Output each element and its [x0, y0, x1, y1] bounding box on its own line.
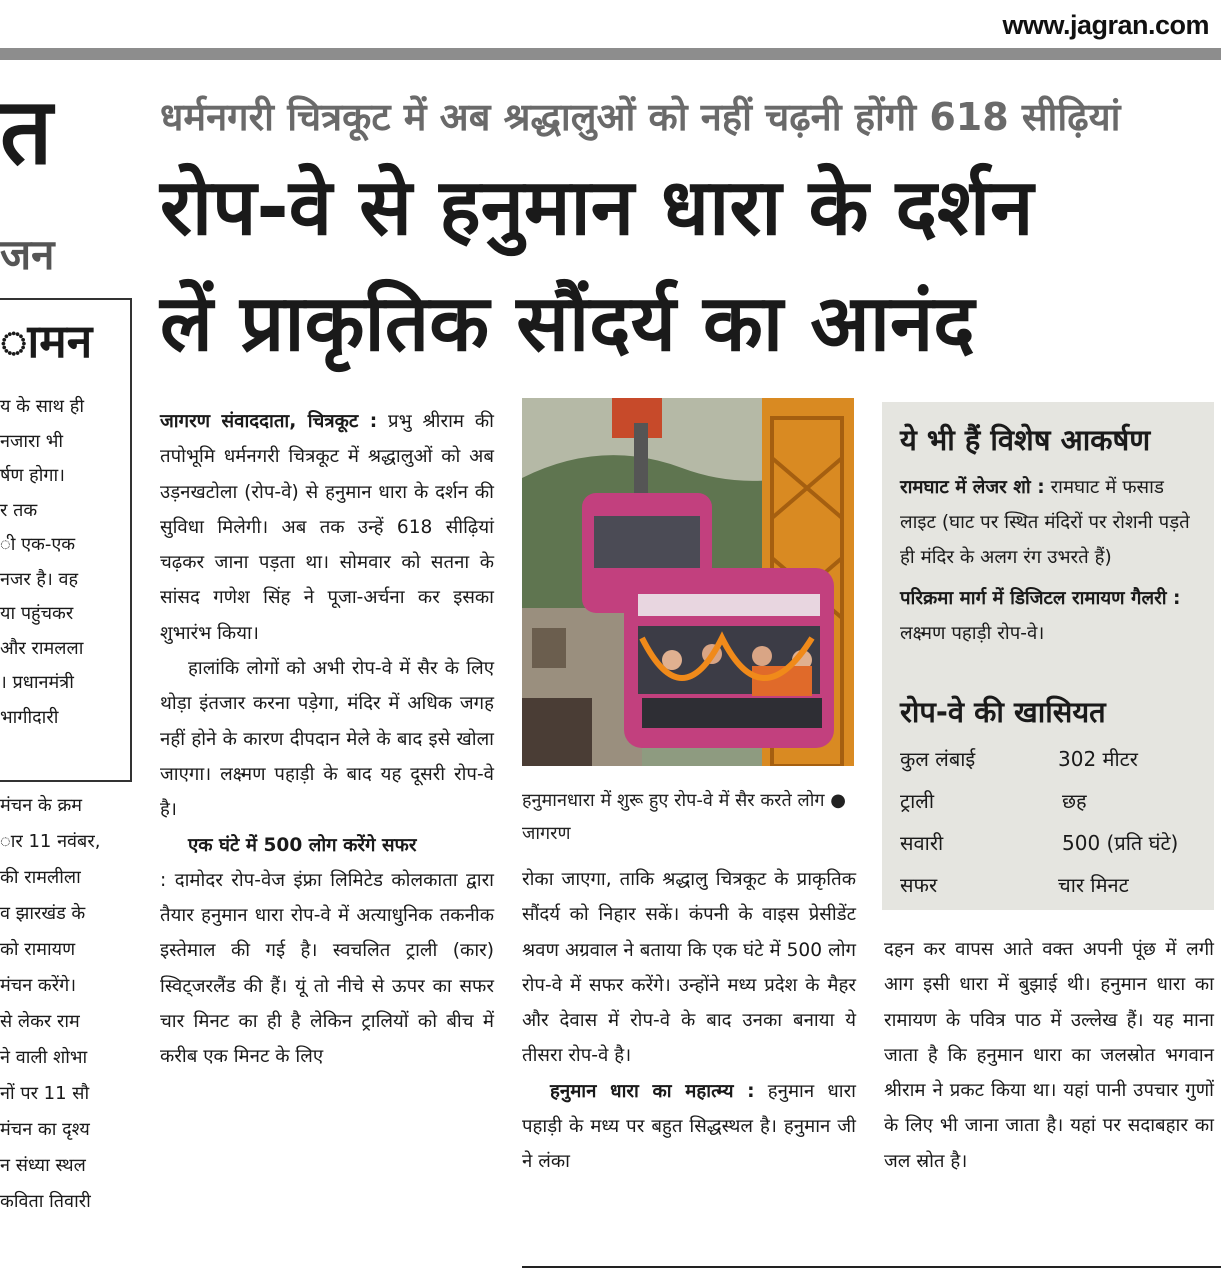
spec-value: 500 (प्रति घंटे)	[1062, 831, 1179, 855]
subhead-500-people: एक घंटे में 500 लोग करेंगे सफर	[188, 834, 417, 856]
spec-label: ट्राली	[900, 789, 934, 813]
highlights-text: रामघाट में लेजर शो : रामघाट में फसाड लाइट (घाट पर स्थित मंदिरों पर रोशनी पड़ते ही मंदिर के अलग रंग उभरते हैं) परिक्रमा मार्ग में डिजिटल रामायण गैलरी : लक्ष्मण पहाड़ी रोप-वे।	[900, 477, 1190, 644]
article-column-1: जागरण संवाददाता, चित्रकूट : प्रभु श्रीराम की तपोभूमि धर्मनगरी चित्रकूट में श्रद्धालुओं को अब उड़नखटोला (रोप-वे) से हनुमान धारा के दर्शन की सुविधा मिलेगी। अब तक उन्हें 618 सीढ़ियां चढ़कर जाना पड़ता था। सोमवार को सतना के सांसद गणेश सिंह ने पूजा-अर्चना कर इसका शुभारंभ किया। हालांकि लोगों को अभी रोप-वे में सैर के लिए थोड़ा इंतजार करना पड़ेगा, मंदिर में अधिक जगह नहीं होने के कारण दीपदान मेले के बाद इसे खोला जाएगा। लक्ष्मण पहाड़ी के बाद यह दूसरी रोप-वे है। एक घंटे में 500 लोग करेंगे सफर : दामोदर रोप-वेज इंफ्रा लिमिटेड कोलकाता द्वारा तैयार हनुमान धारा रोप-वे में अत्याधुनिक तकनीक इस्तेमाल की गई है। स्वचलित ट्राली (कार) स्विट्जरलैंड की हैं। यूं तो नीचे से ऊपर का सफर चार मिनट का ही है लेकिन ट्रालियों को बीच में करीब एक मिनट के लिए	[160, 404, 494, 1075]
left-headline-fragment: त	[0, 78, 53, 185]
highlight-2-label: परिक्रमा मार्ग में डिजिटल रामायण गैलरी :	[900, 588, 1181, 609]
article-column-3	[884, 932, 1214, 1179]
spec-label: कुल लंबाई	[900, 747, 976, 771]
left-column-text: मंचन के क्रम ार 11 नवंबर, की रामलीला व झारखंड के को रामायण मंचन करेंगे। से लेकर राम ने वाली शोभा नों पर 11 सौ मंचन का दृश्य न संध्या स्थल कविता तिवारी	[0, 795, 101, 1212]
article-kicker: धर्मनगरी चित्रकूट में अब श्रद्धालुओं को नहीं चढ़नी होंगी 618 सीढ़ियां	[160, 95, 1121, 139]
photo-caption: हनुमानधारा में शुरू हुए रोप-वे में सैर करते लोग ● जागरण	[522, 790, 846, 844]
article-headline	[160, 150, 1033, 382]
site-url[interactable]: www.jagran.com	[1002, 10, 1209, 40]
spec-label: सफर	[900, 873, 938, 897]
ropeway-specs-title: रोप-वे की खासियत	[900, 695, 1106, 729]
paragraph: : दामोदर रोप-वेज इंफ्रा लिमिटेड कोलकाता द्वारा तैयार हनुमान धारा रोप-वे में अत्याधुनिक तकनीक इस्तेमाल की गई है। स्वचलित ट्राली (कार) स्विट्जरलैंड की हैं। यूं तो नीचे से ऊपर का सफर चार मिनट का ही है लेकिन ट्रालियों को बीच में करीब एक मिनट के लिए	[160, 869, 494, 1068]
top-rule	[0, 48, 1221, 60]
spec-value: छह	[1062, 789, 1087, 813]
paragraph: रोका जाएगा, ताकि श्रद्धालु चित्रकूट के प्राकृतिक सौंदर्य को निहार सकें। कंपनी के वाइस प्रेसीडेंट श्रवण अग्रवाल ने बताया कि एक घंटे में 500 लोग रोप-वे में सफर करेंगे। उन्होंने मध्य प्रदेश के मैहर और देवास में रोप-वे के बाद उनका बनाया ये तीसरा रोप-वे है।	[522, 869, 856, 1067]
spec-label: सवारी	[900, 831, 944, 855]
headline-line-1: रोप-वे से हनुमान धारा के दर्शन	[160, 163, 1034, 253]
article-column-2: रोका जाएगा, ताकि श्रद्धालु चित्रकूट के प्राकृतिक सौंदर्य को निहार सकें। कंपनी के वाइस प्रेसीडेंट श्रवण अग्रवाल ने बताया कि एक घंटे में 500 लोग रोप-वे में सफर करेंगे। उन्होंने मध्य प्रदेश के मैहर और देवास में रोप-वे के बाद उनका बनाया ये तीसरा रोप-वे है। हनुमान धारा का महात्म्य : हनुमान धारा पहाड़ी के मध्य पर बहुत सिद्धस्थल है। हनुमान जी ने लंका	[522, 862, 856, 1180]
highlight-1-label: रामघाट में लेजर शो :	[900, 477, 1045, 498]
paragraph: दहन कर वापस आते वक्त अपनी पूंछ में लगी आग इसी धारा में बुझाई थी। हनुमान धारा का रामायण के पवित्र पाठ में उल्लेख हैं। यह माना जाता है कि हनुमान धारा का जलस्रोत भगवान श्रीराम ने प्रकट किया था। यहां पानी उपचार गुणों के लिए भी जाना जाता है। यहां पर सदाबहार का जल स्रोत है।	[884, 939, 1214, 1172]
left-box-title: ामन	[0, 314, 93, 368]
spec-value: चार मिनट	[1058, 873, 1129, 897]
ropeway-photo-art	[522, 398, 854, 766]
byline: जागरण संवाददाता, चित्रकूट :	[160, 411, 378, 432]
highlights-title: ये भी हैं विशेष आकर्षण	[900, 423, 1151, 457]
left-box-text: य के साथ ही नजारा भी र्षण होगा। र तक ी एक-एक नजर है। वह या पहुंचकर और रामलला । प्रधानमंत्री भागीदारी	[0, 396, 84, 728]
subhead-hanuman-dhara: हनुमान धारा का महात्म्य :	[550, 1080, 755, 1102]
paragraph: हालांकि लोगों को अभी रोप-वे में सैर के लिए थोड़ा इंतजार करना पड़ेगा, मंदिर में अधिक जगह नहीं होने के कारण दीपदान मेले के बाद इसे खोला जाएगा। लक्ष्मण पहाड़ी के बाद यह दूसरी रोप-वे है।	[160, 658, 494, 821]
ropeway-photo	[522, 398, 854, 766]
bottom-rule	[522, 1266, 1221, 1268]
headline-line-2: लें प्राकृतिक सौंदर्य का आनंद	[160, 279, 975, 369]
left-subhead-fragment: जन	[0, 230, 55, 279]
spec-value: 302 मीटर	[1058, 747, 1138, 771]
